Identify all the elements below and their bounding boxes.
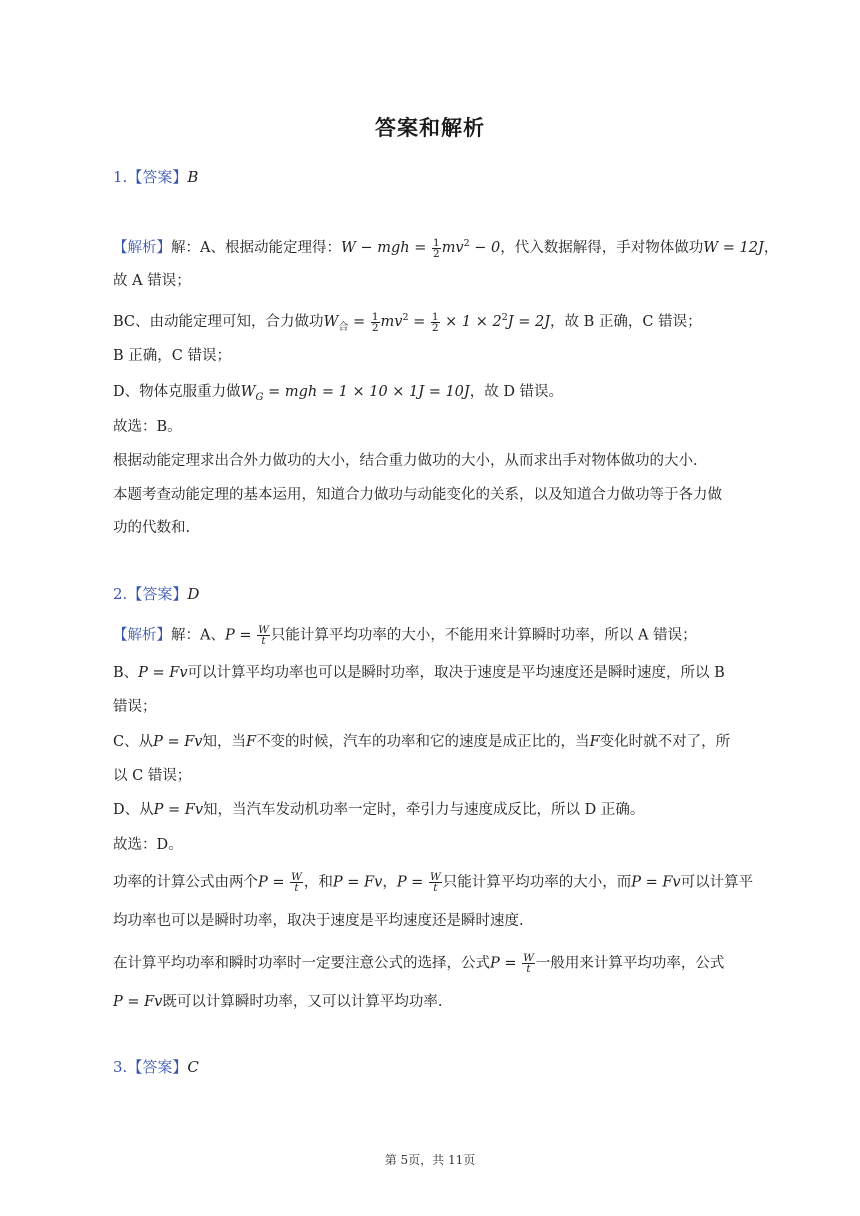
text: 可以计算平均功率也可以是瞬时功率，取决于速度是平均速度还是瞬时速度，所以 B [187,665,725,681]
numerator: W [258,624,269,636]
text: 功率的计算公式由两个 [113,874,258,891]
q2-analysis-line-3: 错误； [113,699,157,715]
formula: = [408,314,430,330]
formula: − 0 [469,240,501,256]
q1-analysis-line-7: 根据动能定理求出合外力做功的大小，结合重力做功的大小，从而求出手对物体做功的大小. [113,453,698,469]
q1-number: 1. [113,168,128,186]
text: 只能计算平均功率的大小，而 [442,874,632,891]
text: D、从 [113,802,154,818]
page-title: 答案和解析 [375,116,485,140]
q1-analysis-line-6: 故选：B。 [113,419,182,435]
text: ，代入数据解得，手对物体做功 [500,240,704,256]
q2-analysis-line-10 [113,953,724,974]
formula: W = 12J [703,240,764,256]
formula: mv [441,240,464,256]
formula: F [589,734,600,750]
text: C、从 [113,734,154,750]
text: ，故 B 正确，C 错误； [550,314,702,330]
formula: P = [396,874,428,891]
q1-analysis-line-2: 故 A 错误； [113,273,191,289]
formula: mv [380,314,403,330]
subscript: 合 [338,322,349,333]
text: BC、由动能定理可知，合力做功 [113,314,324,330]
formula: P = Fv [138,665,188,681]
q1-answer: B [187,168,199,186]
q1-analysis-line-9: 功的代数和. [113,520,191,536]
text: 可以计算平 [680,874,754,891]
q2-analysis-line-4 [113,732,730,752]
text: 一般用来计算平均功率，公式 [535,955,725,972]
formula: P = [258,874,290,891]
fraction [257,625,270,646]
text: 知，当 [202,734,246,750]
q2-analysis-line-8 [113,872,753,893]
text: B、 [113,665,139,681]
q1-answer-line [113,167,198,187]
q2-answer-line [113,584,199,604]
numerator: W [429,871,441,883]
formula: P = Fv [153,802,204,818]
page-footer: 第 5页，共 11页 [384,1153,476,1167]
text: ，和 [303,874,333,891]
text: 既可以计算瞬时功率，又可以计算平均功率. [162,994,443,1010]
fraction [371,312,380,333]
q2-analysis-line-9: 均功率也可以是瞬时功率，取决于速度是平均速度还是瞬时速度. [113,913,524,929]
formula: W [323,314,339,330]
text: 解：A、根据动能定理得： [171,240,341,256]
q2-analysis-line-5: 以 C 错误； [113,768,192,784]
q3-number: 3. [113,1058,128,1076]
denominator: 2 [371,321,379,334]
formula: J = 2J [507,314,551,330]
numerator: W [291,871,302,883]
formula: P = Fv [332,874,383,891]
q1-analysis-line-8: 本题考查动能定理的基本运用，知道合力做功与动能变化的关系，以及知道合力做功等于各力做 [113,487,722,503]
formula: P = [490,955,522,972]
numerator: 1 [433,236,440,249]
denominator: t [261,635,266,647]
text: ，故 D 错误。 [469,384,564,400]
exponent: 2 [501,312,508,323]
denominator: 2 [433,247,440,260]
formula: F [246,734,257,750]
q1-analysis-line-1 [113,234,778,259]
q3-answer-line [113,1057,199,1077]
fraction [290,872,303,893]
q1-analysis-line-4: B 正确，C 错误； [113,348,231,364]
text: ， [382,874,397,891]
fraction [522,953,535,974]
fraction [429,872,442,893]
q1-answer-tag: 【答案】 [127,168,188,186]
numerator: 1 [371,310,379,323]
formula: = [348,314,370,330]
fraction [432,238,441,259]
exponent: 2 [463,238,470,249]
q2-answer: D [187,585,200,603]
text: 不变的时候，汽车的功率和它的速度是成正比的，当 [256,734,590,750]
q3-answer-tag: 【答案】 [127,1058,188,1076]
denominator: t [526,963,531,975]
q2-analysis-line-1 [113,625,697,646]
denominator: t [433,882,438,894]
q2-analysis-line-7: 故选：D。 [113,837,183,853]
q2-answer-tag: 【答案】 [127,585,188,603]
text: D、物体克服重力做 [113,384,241,400]
fraction [431,312,440,333]
denominator: 2 [431,321,439,334]
q1-analysis-tag: 【解析】 [113,240,171,256]
q2-analysis-line-11 [113,992,443,1012]
formula: W [240,384,256,400]
text: 解：A、 [171,627,225,644]
numerator: W [523,952,534,964]
q1-analysis-line-5 [113,382,563,408]
q2-analysis-tag: 【解析】 [113,627,171,644]
formula: P = Fv [113,994,163,1010]
text: ， [763,240,779,256]
formula: × 1 × 2 [440,314,502,330]
text: 在计算平均功率和瞬时功率时一定要注意公式的选择，公式 [113,955,490,972]
numerator: 1 [431,310,439,323]
q2-analysis-line-2 [113,663,725,683]
q3-answer: C [187,1058,199,1076]
subscript: G [255,392,264,403]
text: 知，当汽车发动机功率一定时，牵引力与速度成反比，所以 D 正确。 [203,802,645,818]
denominator: t [294,882,299,894]
formula: W − mgh = [340,240,431,256]
q2-number: 2. [113,585,128,603]
formula: P = Fv [631,874,681,891]
formula: P = [224,627,257,644]
q2-analysis-line-6 [113,800,644,820]
formula: = mgh = 1 × 10 × 1J = 10J [263,384,470,400]
q1-analysis-line-3 [113,308,702,338]
text: 只能计算平均功率的大小，不能用来计算瞬时功率，所以 A 错误； [270,627,697,644]
text: 变化时就不对了，所 [599,734,731,750]
exponent: 2 [402,312,409,323]
formula: P = Fv [153,734,203,750]
